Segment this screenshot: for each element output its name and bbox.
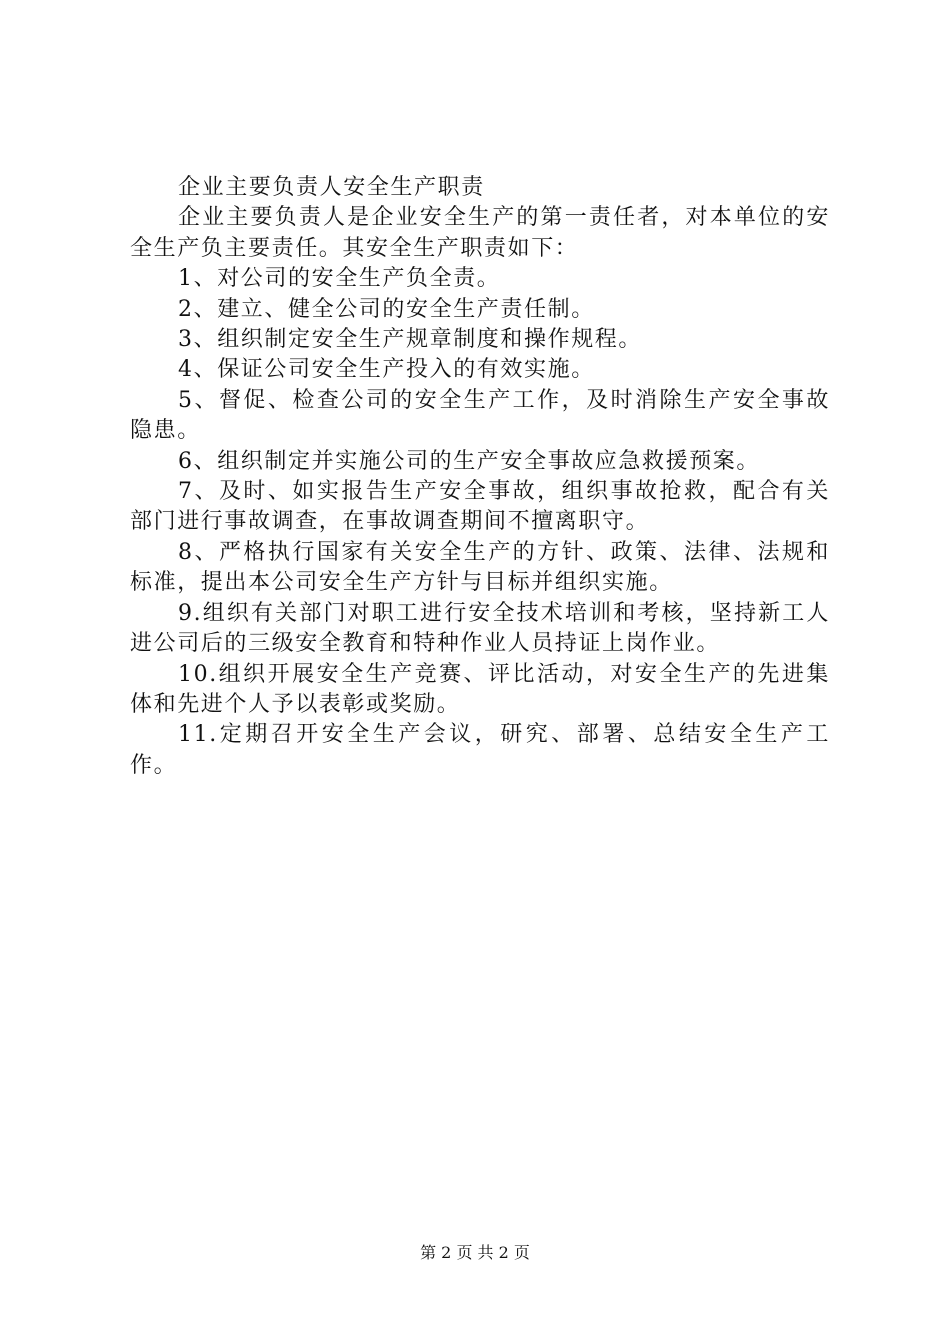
duty-item-7: 7、及时、如实报告生产安全事故，组织事故抢救，配合有关部门进行事故调查，在事故调查期间不擅离职守。 — [130, 479, 830, 535]
duty-item-2: 2、建立、健全公司的安全生产责任制。 — [178, 296, 595, 322]
duty-item-6: 6、组织制定并实施公司的生产安全事故应急救援预案。 — [178, 448, 760, 474]
duty-item-3: 3、组织制定安全生产规章制度和操作规程。 — [178, 327, 642, 353]
duty-item-10: 10.组织开展安全生产竞赛、评比活动，对安全生产的先进集体和先进个人予以表彰或奖励。 — [130, 661, 830, 717]
intro-paragraph: 企业主要负责人是企业安全生产的第一责任者，对本单位的安全生产负主要责任。其安全生产职责如下： — [130, 205, 830, 261]
duty-item-11: 11.定期召开安全生产会议，研究、部署、总结安全生产工作。 — [130, 722, 830, 778]
duty-item-4: 4、保证公司安全生产投入的有效实施。 — [178, 357, 595, 383]
duty-item-9: 9.组织有关部门对职工进行安全技术培训和考核，坚持新工人进公司后的三级安全教育和特种作业人员持证上岗作业。 — [130, 600, 830, 657]
document-title: 企业主要负责人安全生产职责 — [178, 175, 485, 200]
duty-item-5: 5、督促、检查公司的安全生产工作，及时消除生产安全事故隐患。 — [130, 387, 830, 444]
page-number-footer: 第 2 页 共 2 页 — [420, 1243, 530, 1262]
duty-item-1: 1、对公司的安全生产负全责。 — [178, 266, 501, 292]
duty-item-8: 8、严格执行国家有关安全生产的方针、政策、法律、法规和标准，提出本公司安全生产方针与目标并组织实施。 — [130, 539, 830, 596]
document-body — [130, 173, 830, 781]
